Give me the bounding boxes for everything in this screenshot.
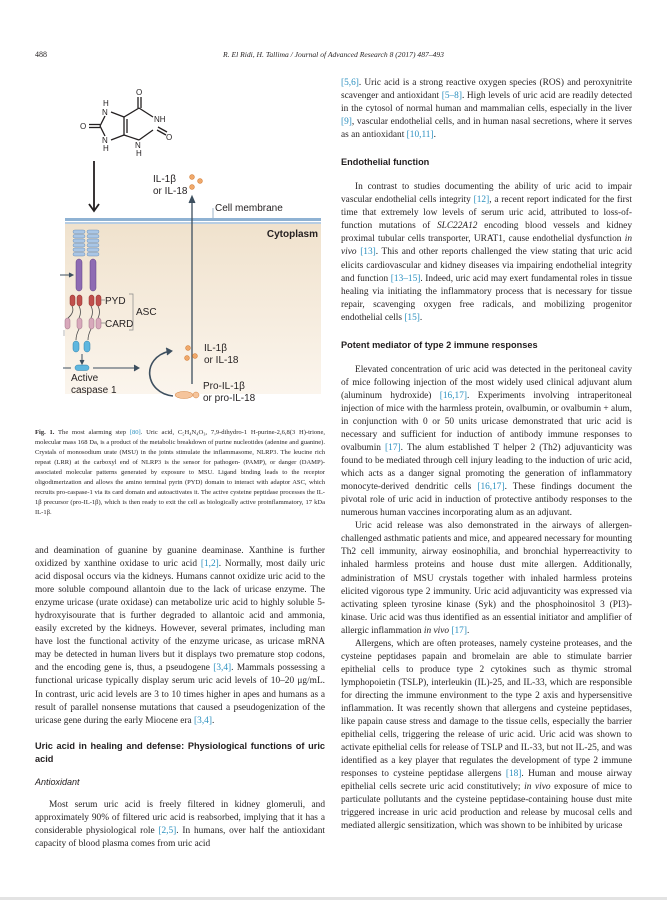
citation-link[interactable]: [17] bbox=[385, 443, 401, 454]
citation-link[interactable]: [13–15] bbox=[390, 273, 421, 284]
paragraph: Elevated concentration of uric acid was detected in the peritoneal cavity of mice following injection of the most widely used clinical adjuvant alum (aluminum hydroxide) [16,17]. Experiments involving intraperitoneal injection of mice with the harmless protein, ovalbumin, or ovalbumin + alum, in conjunction with 0 or 50 units uricase demonstrated that uric acid is necessary and sufficient for induction of antibody immune responses to ovalbumin [17]. The alum established T helper 2 (Th2) adjuvanticity was found to be mediated through cell injury leading to the induction of uric acid, which acts as a danger signal promoting the generation of inflammatory monocyte-derived dendritic cells [16,17]. These findings document the pivotal role of uric acid in induction of protective antibody responses to the numerous human vaccines incorporating alum as an adjuvant. bbox=[341, 364, 633, 519]
label-il1b-in: IL-1β bbox=[204, 343, 227, 354]
inflammasome-diagram bbox=[35, 78, 325, 423]
paragraph: and deamination of guanine by guanine deaminase. Xanthine is further oxidized by xanthine oxidase to uric acid [1,2]. Normally, most daily uric acid disposal occurs via the kidneys. Humans cannot oxidize uric acid to the more soluble compound allantoin due to the lack of uricase enzyme. The enzyme uricase (urate oxidase) can metabolize uric acid to highly soluble 5-hydroxyisourate that is further degraded to allantoic acid and ammonia, easily excreted by the kidneys. However, several primates, including man have lost the functional activity of the enzyme uricase, as uricase mRNA may be detected in human livers but it displays two premature stop codons, and the encoding gene is, thus, a pseudogene [3,4]. Mammals possessing a functional uricase typically display serum uric acid levels of 10–20 μg/mL. In contrast, uric acid levels are 3 to 10 times higher in apes and humans as a result of parallel nonsense mutations that caused a pseudogenization of the uricase gene during the early Miocene era [3,4]. bbox=[35, 546, 326, 726]
citation-link[interactable]: [5–8] bbox=[441, 91, 462, 102]
label-active: Active bbox=[71, 373, 99, 384]
section-heading: Endothelial function bbox=[341, 157, 430, 168]
label-card: CARD bbox=[105, 319, 134, 330]
citation-link[interactable]: [1,2] bbox=[200, 559, 219, 570]
page-number: 488 bbox=[35, 50, 47, 59]
atom-o-left: O bbox=[80, 122, 87, 131]
active-caspase-1 bbox=[75, 365, 89, 371]
citation-link[interactable]: [80] bbox=[129, 429, 141, 436]
citation-link[interactable]: [16,17] bbox=[477, 482, 505, 493]
atom-n-top: N bbox=[102, 108, 108, 117]
atom-h-bottom: H bbox=[103, 144, 109, 153]
journal-citation-line: R. El Ridi, H. Tallima / Journal of Advanced Research 8 (2017) 487–493 bbox=[223, 50, 444, 59]
cell-membrane bbox=[65, 218, 321, 221]
label-il18-out: or IL-18 bbox=[153, 186, 188, 197]
citation-link[interactable]: [12] bbox=[473, 195, 490, 206]
atom-nh-right: NH bbox=[154, 115, 166, 124]
section-heading: Uric acid in healing and defense: Physiological functions of uric acid bbox=[35, 740, 325, 764]
paragraph: Most serum uric acid is freely filtered in kidney glomeruli, and approximately 90% of filtered uric acid is reabsorbed, implying that it has a considerable physiological role [2,5]. In humans, over half the antioxidant capacity of blood plasma comes from uric acid bbox=[35, 799, 325, 849]
paragraph: [5,6]. Uric acid is a strong reactive oxygen species (ROS) and peroxynitrite scavenger and antioxidant [5–8]. High levels of uric acid are readily detected in the cytosol of normal human and mammalian cells, especially in the liver [9], vascular endothelial cells, and in human nasal secretions, where it serves as an antioxidant [10,11]. bbox=[341, 78, 633, 141]
citation-link[interactable]: [3,4] bbox=[213, 663, 232, 674]
citation-link[interactable]: [16,17] bbox=[439, 390, 468, 401]
atom-h-bottom-2: H bbox=[136, 149, 142, 158]
label-il1b-out: IL-1β bbox=[153, 174, 176, 185]
figure-caption: Fig. 1. The most alarming step [80]. Uric acid, C₅H₄N₄O₃, 7,9-dihydro-1 H-purine-2,6,8(3 H)-trione, molecular mass 168 Da, is a product of the metabolic breakdown of purine nucleotides (adenine and guanine). Crystals of monosodium urate (MSU) in the joints stimulate the inflammasome, NLRP3. The leucine rich repeat (LRR) at the carboxyl end of NLRP3 is the sensor for pathogen- (PAMP), or danger (DAMP)-associated molecular patterns generated by exposure to MSU. Ligand binding leads to the receptor oligodimerization and allows the amino terminal pyrin (PYD) domain to interact with adaptor ASC, which recruits pro-caspase-1 via its card domain and autoactivates it. The active cysteine peptidase processes the IL-1β precursor (pro-IL-1β), which is then ready to exit the cell as biologically active proinflammatory, 17 kDa IL-1β. bbox=[35, 429, 325, 517]
citation-link[interactable]: [10,11] bbox=[406, 130, 434, 141]
label-cytoplasm: Cytoplasm bbox=[266, 229, 318, 240]
paragraph: Allergens, which are often proteases, namely cysteine proteases, and the cysteine peptidases papain and bromelain are able to stimulate barrier epithelial cells to produce type 2 cytokines such as thymic stromal lymphopoietin (TSLP), interleukin (IL)-25, and IL-33, which are responsible for directing the immune environment to the type 2 axis and hypersensitive inflammation. It was recently shown that allergens and cysteine peptidases, like papain cause stress and damage to the tissue cells, especially the barrier epithelial cells, triggering the release of uric acid. Uric acid was shown to activate epithelial cells for release of TSLP and IL-33, but not IL-25, and was identified as a key player that regulates the development of type 2 immune responses to cysteine peptidase allergens [18]. Human and mouse airway epithelial cells secrete uric acid constitutively; in vivo exposure of mice to particulate pollutants and the cysteine peptidase-containing house dust mite triggered increase in uric acid production and release by mucosal cells and mediated allergic sensitization, which was shown to be inhibited by uricase bbox=[341, 638, 632, 832]
right-column bbox=[341, 77, 632, 833]
paragraph: In contrast to studies documenting the ability of uric acid to impair vascular endothelial cells integrity [12], a recent report indicated for the first time that extremely low levels of serum uric acid, attributed to loss-of-function mutations of SLC22A12 encoding blood vessels and kidney proximal tubular cells transporter, URAT1, cause endothelial dysfunction in vivo [13]. This and other reports challenged the view stating that uric acid elicits cardiovascular and kidney diseases via impairing endothelial integrity and function [13–15]. Indeed, uric acid may exert fundamental roles in tissue healing via initiating the inflammatory process that is necessary for tissue repair, scavenging oxygen free radicals, and mobilizing progenitor endothelial cells [15]. bbox=[341, 182, 633, 323]
label-asc: ASC bbox=[136, 307, 157, 318]
citation-link[interactable]: [18] bbox=[505, 769, 522, 780]
pro-il1b-shape bbox=[175, 392, 193, 399]
atom-o-right: O bbox=[166, 133, 173, 142]
label-pro-il1b: Pro-IL-1β bbox=[203, 381, 245, 392]
citation-link[interactable]: [2,5] bbox=[158, 825, 177, 836]
atom-n-bottom: N bbox=[102, 136, 108, 145]
atom-n-bottom-2: N bbox=[135, 141, 141, 150]
label-pro-il18: or pro-IL-18 bbox=[203, 393, 256, 404]
citation-link[interactable]: [3,4] bbox=[194, 715, 212, 726]
paragraph: Uric acid release was also demonstrated in the airways of allergen-challenged asthmatic patients and mice, and appeared necessary for mounting Th2 cell immunity, airway eosinophilia, and bronchial hyperreactivity to inhaled harmless proteins and house dust mite allergen. Additionally, administration of MSU crystals together with inhaled harmless proteins elicited vigorous type 2 immunity. Uric acid adjuvanticity was expressed via activating spleen tyrosine kinase (Syk) and the phosphoinositol 3 (PI3)-kinase. Uric acid was thus identified as an essential initiator and amplifier of allergic inflammation in vivo [17]. bbox=[341, 521, 632, 636]
label-cell-membrane: Cell membrane bbox=[215, 203, 283, 214]
section-heading: Potent mediator of type 2 immune responses bbox=[341, 339, 538, 350]
citation-link[interactable]: [17] bbox=[451, 625, 467, 636]
citation-link[interactable]: [9] bbox=[341, 117, 352, 128]
subsection-heading: Antioxidant bbox=[35, 776, 80, 787]
figure-1 bbox=[35, 78, 325, 423]
citation-link[interactable]: [15] bbox=[404, 312, 420, 323]
caption-label: Fig. 1. bbox=[35, 429, 55, 436]
label-il18-in: or IL-18 bbox=[204, 355, 239, 366]
running-head bbox=[35, 50, 632, 62]
atom-o-top: O bbox=[136, 88, 143, 97]
left-column bbox=[35, 545, 325, 851]
label-pyd: PYD bbox=[105, 296, 126, 307]
atom-h-top: H bbox=[103, 99, 109, 108]
citation-link[interactable]: [5,6] bbox=[341, 78, 359, 88]
label-caspase-1: caspase 1 bbox=[71, 385, 117, 396]
citation-link[interactable]: [13] bbox=[360, 247, 376, 258]
